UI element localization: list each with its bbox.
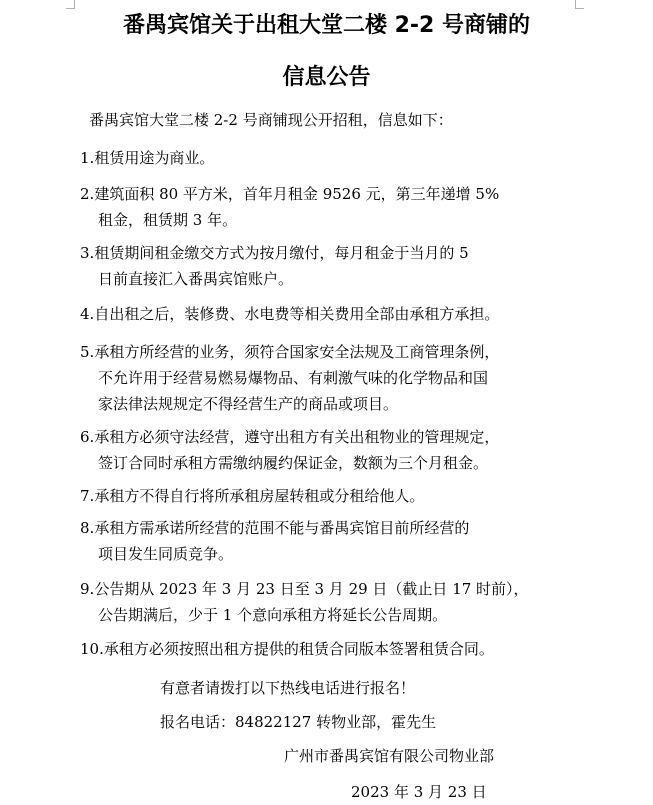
- item-text-line: 项目发生同质竞争。: [98, 545, 234, 563]
- item-number: 6.: [80, 428, 95, 446]
- list-item: [80, 145, 214, 171]
- item-number: 9.: [80, 580, 95, 598]
- document-title-line-1: 番禺宾馆关于出租大堂二楼 2-2 号商铺的: [122, 13, 531, 38]
- item-text-line: 自出租之后，装修费、水电费等相关费用全部由承租方承担。: [94, 305, 500, 323]
- item-number: 10.: [80, 640, 104, 658]
- page-corner-mark-right: [575, 0, 584, 9]
- item-number: 1.: [80, 149, 95, 167]
- item-number: 5.: [80, 343, 95, 361]
- item-number: 3.: [80, 244, 95, 262]
- item-text-line: 承租方所经营的业务，须符合国家安全法规及工商管理条例，: [94, 343, 500, 361]
- list-item: [80, 483, 424, 509]
- item-text-line: 承租方必须按照出租方提供的租赁合同版本签署租赁合同。: [103, 640, 494, 658]
- item-text-line: 租金，租赁期 3 年。: [98, 211, 238, 229]
- item-text-line: 家法律法规规定不得经营生产的商品或项目。: [98, 395, 399, 413]
- list-item: [80, 301, 499, 327]
- item-number: 2.: [80, 185, 95, 203]
- list-item: [80, 240, 469, 292]
- list-item: [80, 636, 494, 662]
- contact-invite-text: 有意者请拨打以下热线电话进行报名！: [160, 679, 416, 697]
- document-title-line-2: 信息公告: [282, 65, 371, 90]
- list-item: [80, 424, 499, 476]
- item-number: 4.: [80, 305, 95, 323]
- signature-date: 2023 年 3 月 23 日: [351, 783, 487, 801]
- list-item: [80, 181, 499, 233]
- item-text-line: 承租方需承诺所经营的范围不能与番禺宾馆目前所经营的: [94, 519, 470, 537]
- item-text-line: 租赁期间租金缴交方式为按月缴付，每月租金于当月的 5: [94, 244, 469, 262]
- intro-paragraph: 番禺宾馆大堂二楼 2-2 号商铺现公开招租，信息如下：: [89, 111, 453, 129]
- item-text-line: 租赁用途为商业。: [94, 149, 215, 167]
- contact-phone-text: 报名电话：84822127 转物业部，霍先生: [160, 713, 437, 731]
- item-text-line: 签订合同时承租方需缴纳履约保证金，数额为三个月租金。: [98, 454, 489, 472]
- item-text-line: 承租方不得自行将所承租房屋转租或分租给他人。: [94, 487, 425, 505]
- list-item: [80, 339, 499, 417]
- item-text-line: 公告期满后，少于 1 个意向承租方将延长公告周期。: [98, 606, 448, 624]
- item-number: 7.: [80, 487, 95, 505]
- item-text-line: 不允许用于经营易燃易爆物品、有刺激气味的化学物品和国: [98, 369, 489, 387]
- item-text-line: 建筑面积 80 平方米，首年月租金 9526 元，第三年递增 5%: [94, 185, 500, 203]
- item-number: 8.: [80, 519, 95, 537]
- item-text-line: 日前直接汇入番禺宾馆账户。: [98, 270, 294, 288]
- signature-organization: 广州市番禺宾馆有限公司物业部: [284, 747, 495, 765]
- page-corner-mark-left: [66, 0, 75, 9]
- list-item: [80, 576, 529, 628]
- item-text-line: 承租方必须守法经营，遵守出租方有关出租物业的管理规定，: [94, 428, 500, 446]
- list-item: [80, 515, 469, 567]
- item-text-line: 公告期从 2023 年 3 月 23 日至 3 月 29 日（截止日 17 时前），: [94, 580, 529, 598]
